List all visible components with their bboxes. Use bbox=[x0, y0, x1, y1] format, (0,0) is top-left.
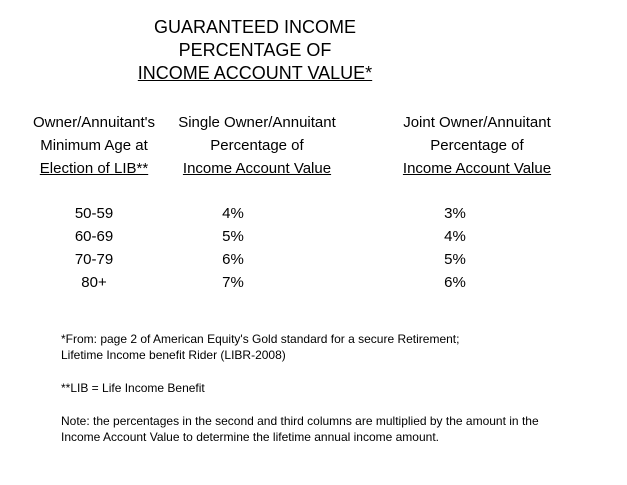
title-line-3: INCOME ACCOUNT VALUE* bbox=[137, 63, 373, 83]
spacer bbox=[61, 396, 601, 413]
joint-percent-cell: 4% bbox=[444, 228, 466, 245]
age-range-cell: 70-79 bbox=[74, 251, 114, 268]
title-line-2: PERCENTAGE OF bbox=[178, 40, 332, 60]
age-range-cell: 80+ bbox=[81, 274, 107, 291]
title-line-1: GUARANTEED INCOME bbox=[153, 17, 357, 37]
column-header-age bbox=[27, 111, 161, 180]
note-line-2: Income Account Value to determine the lifetime annual income amount. bbox=[61, 430, 439, 444]
source-footnote-line-2: Lifetime Income benefit Rider (LIBR-2008) bbox=[61, 348, 286, 362]
joint-percent-cell: 6% bbox=[444, 274, 466, 291]
header-single-line-3: Income Account Value bbox=[182, 160, 332, 177]
single-percent-cell: 5% bbox=[222, 228, 244, 245]
header-joint-line-3: Income Account Value bbox=[402, 160, 552, 177]
header-single-line-1: Single Owner/Annuitant bbox=[178, 114, 336, 131]
header-age-line-2: Minimum Age at bbox=[40, 137, 148, 154]
source-footnote-line-1: *From: page 2 of American Equity's Gold standard for a secure Retirement; bbox=[61, 332, 460, 346]
table-row bbox=[0, 271, 627, 294]
header-single-line-2: Percentage of bbox=[210, 137, 304, 154]
single-percent-cell: 4% bbox=[222, 205, 244, 222]
single-percent-cell: 7% bbox=[222, 274, 244, 291]
age-range-cell: 60-69 bbox=[74, 228, 114, 245]
single-percent-cell: 6% bbox=[222, 251, 244, 268]
table-row bbox=[0, 225, 627, 248]
header-age-line-1: Owner/Annuitant's bbox=[32, 114, 156, 131]
header-age-line-3: Election of LIB** bbox=[39, 160, 149, 177]
age-range-cell: 50-59 bbox=[74, 205, 114, 222]
column-header-single bbox=[170, 111, 344, 180]
table-row bbox=[0, 202, 627, 225]
spacer bbox=[61, 363, 601, 380]
footnotes bbox=[61, 331, 601, 445]
header-joint-line-1: Joint Owner/Annuitant bbox=[403, 114, 551, 131]
note-line-1: Note: the percentages in the second and third columns are multiplied by the amount in the bbox=[61, 414, 539, 428]
column-header-joint bbox=[392, 111, 562, 180]
joint-percent-cell: 3% bbox=[444, 205, 466, 222]
header-joint-line-2: Percentage of bbox=[430, 137, 524, 154]
joint-percent-cell: 5% bbox=[444, 251, 466, 268]
table-row bbox=[0, 248, 627, 271]
percentage-table bbox=[0, 202, 627, 294]
lib-footnote: **LIB = Life Income Benefit bbox=[61, 381, 205, 395]
page-title bbox=[120, 16, 390, 85]
